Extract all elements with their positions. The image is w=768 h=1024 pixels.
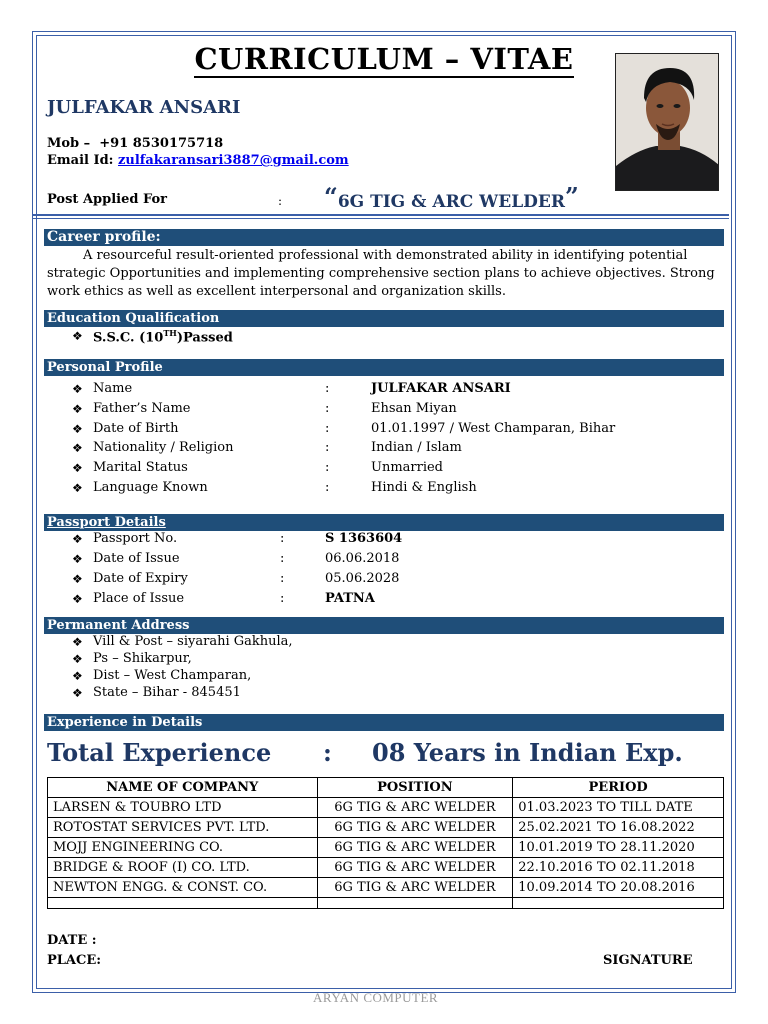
table-row xyxy=(48,858,724,878)
mobile-number: +91 8530175718 xyxy=(99,136,224,151)
bullet-icon: ❖ xyxy=(72,382,83,396)
portrait-image xyxy=(616,54,719,191)
personal-row-label: Name xyxy=(93,381,133,396)
mobile-line xyxy=(47,136,223,151)
position-cell: 6G TIG & ARC WELDER xyxy=(317,818,513,838)
table-row xyxy=(48,838,724,858)
personal-row-label: Language Known xyxy=(93,480,208,495)
passport-row-value: PATNA xyxy=(325,591,375,606)
header-rule-thin xyxy=(33,218,729,219)
column-header-period: PERIOD xyxy=(513,778,724,798)
career-profile-heading: Career profile: xyxy=(44,229,724,246)
email-link[interactable]: zulfakaransari3887@gmail.com xyxy=(118,153,349,168)
bullet-icon: ❖ xyxy=(72,686,83,700)
total-experience-label: Total Experience xyxy=(47,738,272,767)
profile-photo xyxy=(615,53,719,191)
education-item-sup: TH xyxy=(163,328,177,338)
bullet-icon: ❖ xyxy=(72,422,83,436)
company-cell: BRIDGE & ROOF (I) CO. LTD. xyxy=(48,858,318,878)
personal-row-colon: : xyxy=(325,440,330,455)
total-experience-value: 08 Years in Indian Exp. xyxy=(372,738,683,767)
table-blank-row xyxy=(48,898,724,909)
bullet-icon: ❖ xyxy=(72,402,83,416)
personal-row-label: Marital Status xyxy=(93,460,188,475)
place-label: PLACE: xyxy=(47,953,102,968)
company-cell: NEWTON ENGG. & CONST. CO. xyxy=(48,878,318,898)
table-row xyxy=(48,798,724,818)
passport-row-label: Date of Issue xyxy=(93,551,180,566)
post-applied-value xyxy=(324,184,579,213)
period-cell: 10.09.2014 TO 20.08.2016 xyxy=(513,878,724,898)
personal-profile-heading: Personal Profile xyxy=(44,359,724,376)
personal-row-value: Indian / Islam xyxy=(371,440,462,455)
education-item-suffix: )Passed xyxy=(176,330,233,346)
blank-cell xyxy=(513,898,724,909)
table-row xyxy=(48,818,724,838)
experience-heading: Experience in Details xyxy=(44,714,724,731)
document-title: CURRICULUM – VITAE xyxy=(194,42,574,76)
passport-row-colon: : xyxy=(280,531,285,546)
education-heading: Education Qualification xyxy=(44,310,724,327)
date-label: DATE : xyxy=(47,933,97,948)
post-applied-text: 6G TIG & ARC WELDER xyxy=(337,192,565,212)
open-quote: “ xyxy=(324,182,338,211)
signature-label: SIGNATURE xyxy=(603,953,693,968)
blank-cell xyxy=(48,898,318,909)
passport-row-label: Passport No. xyxy=(93,531,178,546)
header-rule-thick xyxy=(33,214,729,216)
bullet-icon: ❖ xyxy=(72,592,83,606)
position-cell: 6G TIG & ARC WELDER xyxy=(317,858,513,878)
experience-table xyxy=(47,777,724,909)
column-header-position: POSITION xyxy=(317,778,513,798)
bullet-icon: ❖ xyxy=(72,532,83,546)
total-experience-colon: : xyxy=(323,738,332,767)
table-row xyxy=(48,878,724,898)
passport-heading: Passport Details xyxy=(44,514,724,531)
blank-cell xyxy=(317,898,513,909)
bullet-icon: ❖ xyxy=(72,552,83,566)
personal-row-value: JULFAKAR ANSARI xyxy=(371,381,511,396)
table-header-row xyxy=(48,778,724,798)
personal-row-colon: : xyxy=(325,480,330,495)
address-line: State – Bihar - 845451 xyxy=(93,685,241,700)
bullet-icon: ❖ xyxy=(72,652,83,666)
education-item-prefix: S.S.C. (10 xyxy=(93,330,164,346)
education-item xyxy=(93,328,233,345)
bullet-icon: ❖ xyxy=(72,481,83,495)
bullet-icon: ❖ xyxy=(72,441,83,455)
personal-row-label: Date of Birth xyxy=(93,421,179,436)
address-line: Dist – West Champaran, xyxy=(93,668,252,683)
passport-row-label: Date of Expiry xyxy=(93,571,188,586)
bullet-icon: ❖ xyxy=(72,461,83,475)
address-line: Vill & Post – siyarahi Gakhula, xyxy=(93,634,293,649)
position-cell: 6G TIG & ARC WELDER xyxy=(317,878,513,898)
personal-row-colon: : xyxy=(325,381,330,396)
passport-row-colon: : xyxy=(280,571,285,586)
candidate-name: JULFAKAR ANSARI xyxy=(47,97,241,118)
passport-row-value: 06.06.2018 xyxy=(325,551,400,566)
email-label: Email Id: xyxy=(47,153,114,168)
email-line xyxy=(47,153,349,168)
period-cell: 22.10.2016 TO 02.11.2018 xyxy=(513,858,724,878)
passport-row-colon: : xyxy=(280,551,285,566)
personal-row-label: Nationality / Religion xyxy=(93,440,234,455)
bullet-icon: ❖ xyxy=(72,572,83,586)
address-heading: Permanent Address xyxy=(44,617,724,634)
column-header-company: NAME OF COMPANY xyxy=(48,778,318,798)
company-cell: ROTOSTAT SERVICES PVT. LTD. xyxy=(48,818,318,838)
position-cell: 6G TIG & ARC WELDER xyxy=(317,838,513,858)
passport-row-colon: : xyxy=(280,591,285,606)
address-line: Ps – Shikarpur, xyxy=(93,651,192,666)
mobile-label: Mob – xyxy=(47,136,91,151)
personal-row-value: 01.01.1997 / West Champaran, Bihar xyxy=(371,421,616,436)
close-quote: ” xyxy=(564,182,579,211)
period-cell: 01.03.2023 TO TILL DATE xyxy=(513,798,724,818)
period-cell: 25.02.2021 TO 16.08.2022 xyxy=(513,818,724,838)
company-cell: LARSEN & TOUBRO LTD xyxy=(48,798,318,818)
company-cell: MOJJ ENGINEERING CO. xyxy=(48,838,318,858)
bullet-icon: ❖ xyxy=(72,329,83,343)
personal-row-colon: : xyxy=(325,421,330,436)
personal-row-value: Ehsan Miyan xyxy=(371,401,457,416)
bullet-icon: ❖ xyxy=(72,635,83,649)
bullet-icon: ❖ xyxy=(72,669,83,683)
personal-row-colon: : xyxy=(325,460,330,475)
passport-row-value: S 1363604 xyxy=(325,531,403,546)
position-cell: 6G TIG & ARC WELDER xyxy=(317,798,513,818)
post-applied-label: Post Applied For xyxy=(47,192,168,207)
personal-row-value: Hindi & English xyxy=(371,480,477,495)
period-cell: 10.01.2019 TO 28.11.2020 xyxy=(513,838,724,858)
personal-row-label: Father’s Name xyxy=(93,401,191,416)
watermark: ARYAN COMPUTER xyxy=(313,990,439,1005)
career-profile-text: A resourceful result-oriented professional with demonstrated ability in identifying potential strategic Opportunities and implementing comprehensive section plans to achieve objectives. Strong work ethics as well as excellent interpersonal and organization skills. xyxy=(47,248,715,299)
passport-row-label: Place of Issue xyxy=(93,591,185,606)
personal-row-value: Unmarried xyxy=(371,460,444,475)
post-applied-colon: : xyxy=(278,194,283,208)
passport-row-value: 05.06.2028 xyxy=(325,571,400,586)
personal-row-colon: : xyxy=(325,401,330,416)
